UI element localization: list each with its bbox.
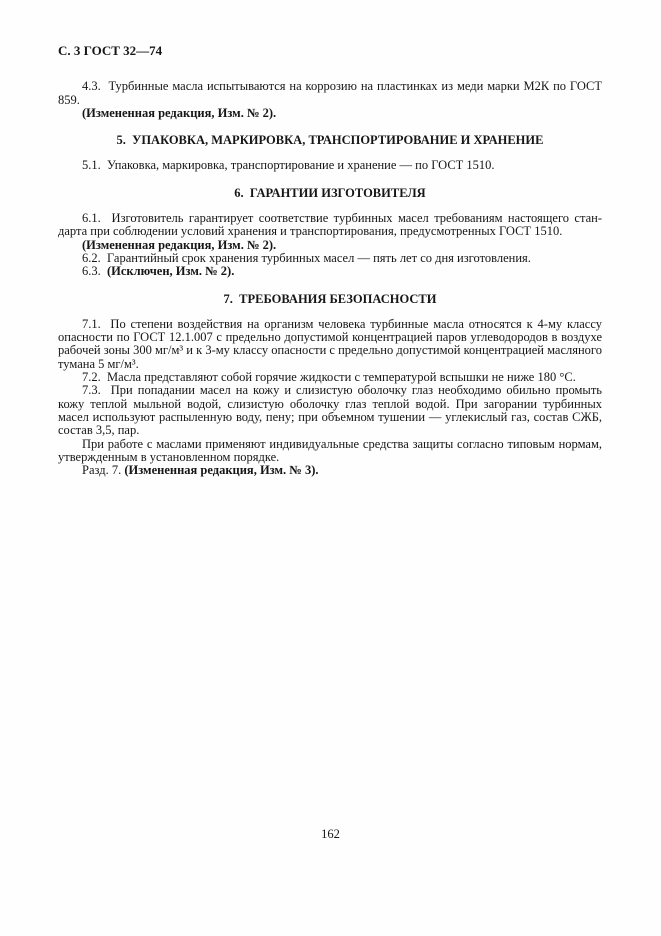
paragraph-7-1: 7.1. По степени воздействия на организм человека турбинные масла относятся к 4-му классу опасности по ГОСТ 12.1.007 с предельно допустимой концентрацией паров углеводородов в воздухе рабочей зоны 300 мг/м³ и к 3-му классу опасности с предельно допустимой концентрацией масляного тумана 5 мг/м³. <box>58 316 602 371</box>
paragraph-section-7-amendment-prefix: Разд. 7. <box>82 463 125 478</box>
section-heading-5: 5. УПАКОВКА, МАРКИРОВКА, ТРАНСПОРТИРОВАНИЕ И ХРАНЕНИЕ <box>116 133 544 148</box>
paragraph-section-7-amendment-note: (Измененная редакция, Изм. № 3). <box>124 463 319 478</box>
section-heading-7: 7. ТРЕБОВАНИЯ БЕЗОПАСНОСТИ <box>223 291 437 306</box>
section-heading-6: 6. ГАРАНТИИ ИЗГОТОВИТЕЛЯ <box>234 185 426 200</box>
amendment-note-4-3: (Измененная редакция, Изм. № 2). <box>82 105 277 120</box>
paragraph-7-2: 7.2. Масла представляют собой горячие жидкости с температурой вспышки не ниже 180 °С. <box>82 370 576 385</box>
paragraph-7-3: 7.3. При попадании масел на кожу и слизистую оболочку глаз необходимо обильно промыть кожу теплой мыльной водой, слизистую оболочку глаз теплой водой. При загорании турбинных масел используют распыленную воду, пену; при объемном тушении — углекислый газ, состав СЖБ, состав 3,5, пар. <box>58 383 602 438</box>
paragraph-6-1: 6.1. Изготовитель гарантирует соответствие турбинных масел требованиям настоящего стандарта при соблюдении условий хранения и транспортирования, предусмотренных ГОСТ 1510. <box>58 211 602 239</box>
paragraph-4-3: 4.3. Турбинные масла испытываются на коррозию на пластинках из меди марки М2К по ГОСТ 859. <box>58 79 602 107</box>
paragraph-6-3-number: 6.3. <box>82 264 107 279</box>
paragraph-6-3 <box>58 265 602 278</box>
amendment-note-6-1: (Измененная редакция, Изм. № 2). <box>82 237 277 252</box>
paragraph-7-safety-ppe: При работе с маслами применяют индивидуальные средства защиты согласно типовым нормам, утвержденным в установленном порядке. <box>58 436 602 464</box>
page-number: 162 <box>321 827 340 841</box>
paragraph-6-3-excluded-note: (Исключен, Изм. № 2). <box>107 264 235 279</box>
paragraph-6-2: 6.2. Гарантийный срок хранения турбинных масел — пять лет со дня изготовления. <box>82 250 531 265</box>
paragraph-5-1: 5.1. Упаковка, маркировка, транспортирование и хранение — по ГОСТ 1510. <box>82 158 495 173</box>
paragraph-section-7-amendment <box>58 464 602 477</box>
running-header: С. 3 ГОСТ 32—74 <box>58 43 163 58</box>
